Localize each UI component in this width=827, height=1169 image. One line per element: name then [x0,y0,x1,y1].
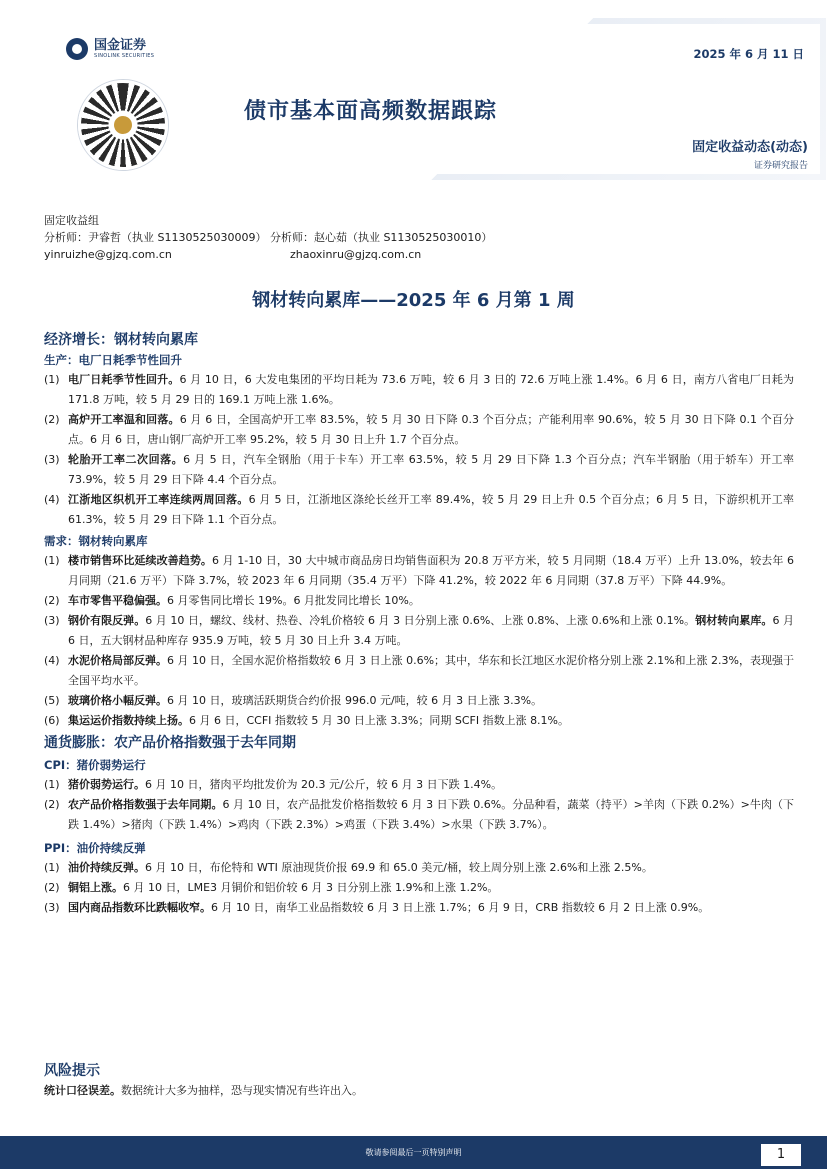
item-body: 6 月 5 日，江浙地区涤纶长丝开工率 89.4%，较 5 月 29 日上升 0.5 个百分点；6 月 5 日，下游织机开工率 61.3%，较 5 月 29 日下降 1.1 个百分点。 [68,493,795,526]
page-title: 债市基本面高频数据跟踪 [244,99,498,124]
list-item [44,795,794,835]
subheading-cpi: CPI：猪价弱势运行 [44,758,146,772]
item-lead-2: 钢材转向累库。 [695,614,773,627]
section-heading-growth: 经济增长：钢材转向累库 [44,332,198,348]
brand-logo [66,38,154,60]
list-item [44,551,794,591]
subheading-demand: 需求：钢材转向累库 [44,534,148,548]
item-body: 6 月 10 日，农产品批发价格指数较 6 月 3 日下跌 0.6%。分品种看，蔬菜（持平）>羊肉（下跌 0.2%）>牛肉（下跌 1.4%）>猪肉（下跌 1.4%）>鸡肉（下跌 2.3%）>鸡蛋（下跌 3.4%）>水果（下跌 3.7%）。 [68,798,794,831]
footer-bar [0,1136,827,1169]
list-item [44,711,794,731]
section-heading-inflation: 通货膨胀：农产品价格指数强于去年同期 [44,735,296,751]
item-text [68,591,794,611]
item-text [68,795,794,835]
item-lead: 农产品价格指数强于去年同期。 [68,798,223,811]
list-item [44,450,794,490]
item-text [68,370,794,410]
email-link-1[interactable]: yinruizhe@gjzq.com.cn [44,248,172,261]
item-lead: 猪价弱势运行。 [68,778,145,791]
item-text [68,611,794,651]
item-body: 6 月零售同比增长 19%。6 月批发同比增长 10%。 [167,594,420,607]
risk-text [44,1081,363,1101]
cpi-list [44,775,794,835]
analyst-line: 分析师：尹睿哲（执业 S1130525030009） 分析师：赵心茹（执业 S1130525030010） [44,231,493,244]
item-number: (2) [44,881,60,894]
item-lead: 电厂日耗季节性回升。 [68,373,180,386]
report-type: 证券研究报告 [753,161,808,171]
item-number: (1) [44,554,60,567]
list-item [44,410,794,450]
report-category: 固定收益动态(动态) [692,140,808,155]
email-row [44,246,604,263]
production-list [44,370,794,530]
item-number: (3) [44,453,60,466]
report-title: 钢材转向累库——2025 年 6 月第 1 周 [252,290,575,311]
item-text [68,691,794,711]
subheading-ppi: PPI：油价持续反弹 [44,841,146,855]
list-item [44,611,794,651]
item-number: (3) [44,614,60,627]
banner-inner [54,24,820,174]
item-text [68,490,794,530]
item-lead: 玻璃价格小幅反弹。 [68,694,167,707]
report-body [44,328,794,918]
item-text [68,898,794,918]
list-item [44,370,794,410]
header-banner [44,18,826,180]
item-body: 6 月 5 日，汽车全钢胎（用于卡车）开工率 63.5%，较 5 月 29 日下降 1.3 个百分点；汽车半钢胎（用于轿车）开工率 73.9%，较 5 月 29 日下降 4.4 个百分点。 [68,453,795,486]
item-number: (1) [44,861,60,874]
item-number: (4) [44,493,60,506]
item-lead: 钢价有限反弹。 [68,614,146,627]
item-text [68,450,794,490]
item-text [68,410,794,450]
page-number: 1 [761,1144,801,1166]
risk-body: 数据统计大多为抽样，恐与现实情况有些许出入。 [121,1084,363,1097]
item-lead: 车市零售平稳偏强。 [68,594,167,607]
subheading-production: 生产：电厂日耗季节性回升 [44,353,182,367]
item-number: (2) [44,594,60,607]
item-number: (1) [44,373,60,386]
ppi-list [44,858,794,918]
item-text [68,775,794,795]
brand-logo-icon [66,38,88,60]
item-lead: 水泥价格局部反弹。 [68,654,168,667]
qr-center-logo-icon [112,114,134,136]
item-number: (2) [44,413,60,426]
item-lead: 集运运价指数持续上扬。 [68,714,189,727]
item-body: 6 月 6 日，全国高炉开工率 83.5%，较 5 月 30 日下降 0.3 个百分点；产能利用率 90.6%，较 5 月 30 日下降 0.1 个百分点。6 月 6 日，唐山钢厂高炉开工率 95.2%，较 5 月 30 日上升 1.7 个百分点。 [68,413,794,446]
item-number: (1) [44,778,60,791]
email-link-2[interactable]: zhaoxinru@gjzq.com.cn [290,248,422,261]
item-body: 6 月 1-10 日，30 大中城市商品房日均销售面积为 20.8 万平方米，较 5 月同期（18.4 万平）上升 13.0%，较去年 6 月同期（21.6 万平）下降 3.7%，较 2023 年 6 月同期（35.4 万平）下降 41.2%，较 2022 年 6 月同期（37.8 万平）下降 44.9%。 [68,554,794,587]
item-number: (2) [44,798,60,811]
item-text [68,878,794,898]
item-body: 6 月 10 日，玻璃活跃期货合约价报 996.0 元/吨，较 6 月 3 日上涨 3.3%。 [167,694,543,707]
list-item [44,651,794,691]
item-body: 6 月 10 日，LME3 月铜价和铝价较 6 月 3 日分别上涨 1.9%和上涨 1.2%。 [123,881,499,894]
risk-lead: 统计口径误差。 [44,1084,121,1097]
list-item [44,591,794,611]
item-body-2: 6 月 6 日，五大钢材品种库存 935.9 万吨，较 5 月 30 日上升 3.4 万吨。 [68,614,794,647]
list-item [44,691,794,711]
list-item [44,898,794,918]
brand-name-en: SINOLINK SECURITIES [94,53,155,59]
item-lead: 轮胎开工率二次回落。 [68,453,184,466]
list-item [44,490,794,530]
demand-list [44,551,794,731]
item-lead: 高炉开工率温和回落。 [68,413,180,426]
item-body: 6 月 10 日，南华工业品指数较 6 月 3 日上涨 1.7%；6 月 9 日，CRB 指数较 6 月 2 日上涨 0.9%。 [211,901,710,914]
list-item [44,878,794,898]
item-body: 6 月 10 日，猪肉平均批发价为 20.3 元/公斤，较 6 月 3 日下跌 1.4%。 [145,778,503,791]
item-text [68,651,794,691]
item-text [68,858,794,878]
item-text [68,551,794,591]
item-lead: 江浙地区织机开工率连续两周回落。 [68,493,249,506]
item-text [68,711,794,731]
item-number: (3) [44,901,60,914]
item-number: (6) [44,714,60,727]
risk-heading: 风险提示 [44,1063,100,1079]
report-date: 2025 年 6 月 11 日 [693,47,804,61]
item-body: 6 月 10 日，布伦特和 WTI 原油现货价报 69.9 和 65.0 美元/桶，较上周分别上涨 2.6%和上涨 2.5%。 [145,861,653,874]
list-item [44,775,794,795]
team-name: 固定收益组 [44,214,99,227]
item-body: 6 月 10 日，全国水泥价格指数较 6 月 3 日上涨 0.6%；其中，华东和长江地区水泥价格分别上涨 2.1%和上涨 2.3%，表现强于全国平均水平。 [68,654,794,687]
item-lead: 油价持续反弹。 [68,861,145,874]
item-number: (4) [44,654,60,667]
item-number: (5) [44,694,60,707]
item-body: 6 月 10 日，6 大发电集团的平均日耗为 73.6 万吨，较 6 月 3 日的 72.6 万吨上涨 1.4%。6 月 6 日，南方八省电厂日耗为 171.8 万吨，较 5 月 29 日的 169.1 万吨上涨 1.6%。 [68,373,794,406]
item-lead: 楼市销售环比延续改善趋势。 [68,554,212,567]
banner-panel [48,18,826,180]
item-lead: 国内商品指数环比跌幅收窄。 [68,901,211,914]
list-item [44,858,794,878]
item-lead: 铜铝上涨。 [68,881,123,894]
item-body: 6 月 10 日，螺纹、线材、热卷、冷轧价格较 6 月 3 日分别上涨 0.6%、上涨 0.8%、上涨 0.6%和上涨 0.1%。 [145,614,696,627]
brand-name-cn: 国金证券 [94,38,147,53]
disclaimer-note: 敬请参阅最后一页特别声明 [365,1148,462,1157]
item-body: 6 月 6 日，CCFI 指数较 5 月 30 日上涨 3.3%；同期 SCFI 指数上涨 8.1%。 [189,714,570,727]
